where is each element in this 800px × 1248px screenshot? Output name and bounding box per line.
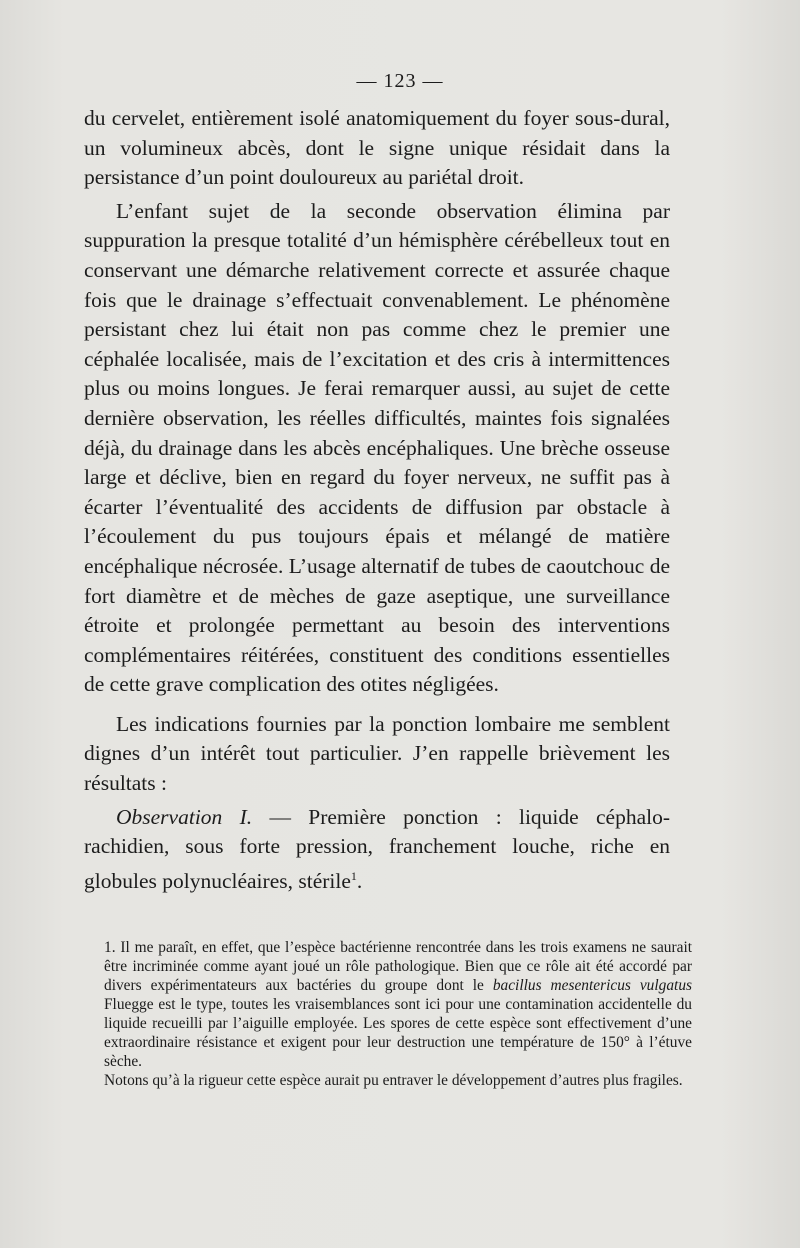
footnote-species: bacillus mesentericus vulgatus [492,977,692,994]
footnote-reference[interactable]: 1 [350,868,357,883]
footnote-second-paragraph: Notons qu’à la rigueur cette espèce aurait pu entraver le développement d’autres plus fragiles. [104,1072,683,1089]
page-number: — 123 — [356,70,444,92]
paragraph-observation-1 [84,803,670,897]
footnote-text-after: Fluegge est le type, toutes les vraisemblances sont ici pour une contamination accidentelle du liquide recueilli par l’aiguille employée. Les spores de cette espèce sont effectivement d’une extraordinaire résistance et exigent pour leur destruction une température de 150° à l’étuve sèche. [104,996,692,1070]
footnote-marker: 1. [104,939,116,956]
paragraph-lumbar-puncture: Les indications fournies par la ponction lombaire me semblent dignes d’un intérêt tout particulier. J’en rappelle brièvement les résultats : [84,711,670,796]
footnotes [104,938,692,1090]
observation-end: . [356,869,363,893]
paragraph-second-observation: L’enfant sujet de la seconde observation élimina par suppuration la presque totalité d’un hémisphère cérébelleux tout en conservant une démarche relativement correcte et assurée chaque fois que le drainage s’effectuait convenablement. Le phénomène persistant chez lui était non pas comme chez le premier une céphalée localisée, mais de l’excitation et des cris à intermittences plus ou moins longues. Je ferai remarquer aussi, au sujet de cette dernière observation, les réelles difficultés, maintes fois signalées déjà, du drainage dans les abcès encéphaliques. Une brèche osseuse large et déclive, bien en regard du foyer nerveux, ne suffit pas à écarter l’éventualité des accidents de diffusion par obstacle à l’écoulement du pus toujours épais et mélangé de matière encéphalique nécrosée. L’usage alternatif de tubes de caoutchouc de fort diamètre et de mèches de gaze aseptique, une surveillance étroite et prolongée permettant au besoin des interventions complémentaires réitérées, constituent des conditions essentielles de cette grave complication des otites négligées. [84,198,671,697]
main-text [84,104,670,897]
footnote-text-before: Il me paraît, en effet, que l’espèce bactérienne rencontrée dans les trois examens ne saurait être incriminée comme ayant joué un rôle pathologique. Bien que ce rôle ait été accordé par divers expérimentateurs aux bactéries du groupe dont le [104,939,692,994]
observation-label: Observation I. [116,804,253,829]
footnote-1 [104,938,692,1071]
observation-text: — Première ponction : liquide céphalo-rachidien, sous forte pression, franchement louche, riche en globules polynucléaires, stérile [84,804,671,893]
paragraph-continuation: du cervelet, entièrement isolé anatomiquement du foyer sous-dural, un volumineux abcès, dont le signe unique résidait dans la persistance d’un point douloureux au pariétal droit. [84,106,670,190]
